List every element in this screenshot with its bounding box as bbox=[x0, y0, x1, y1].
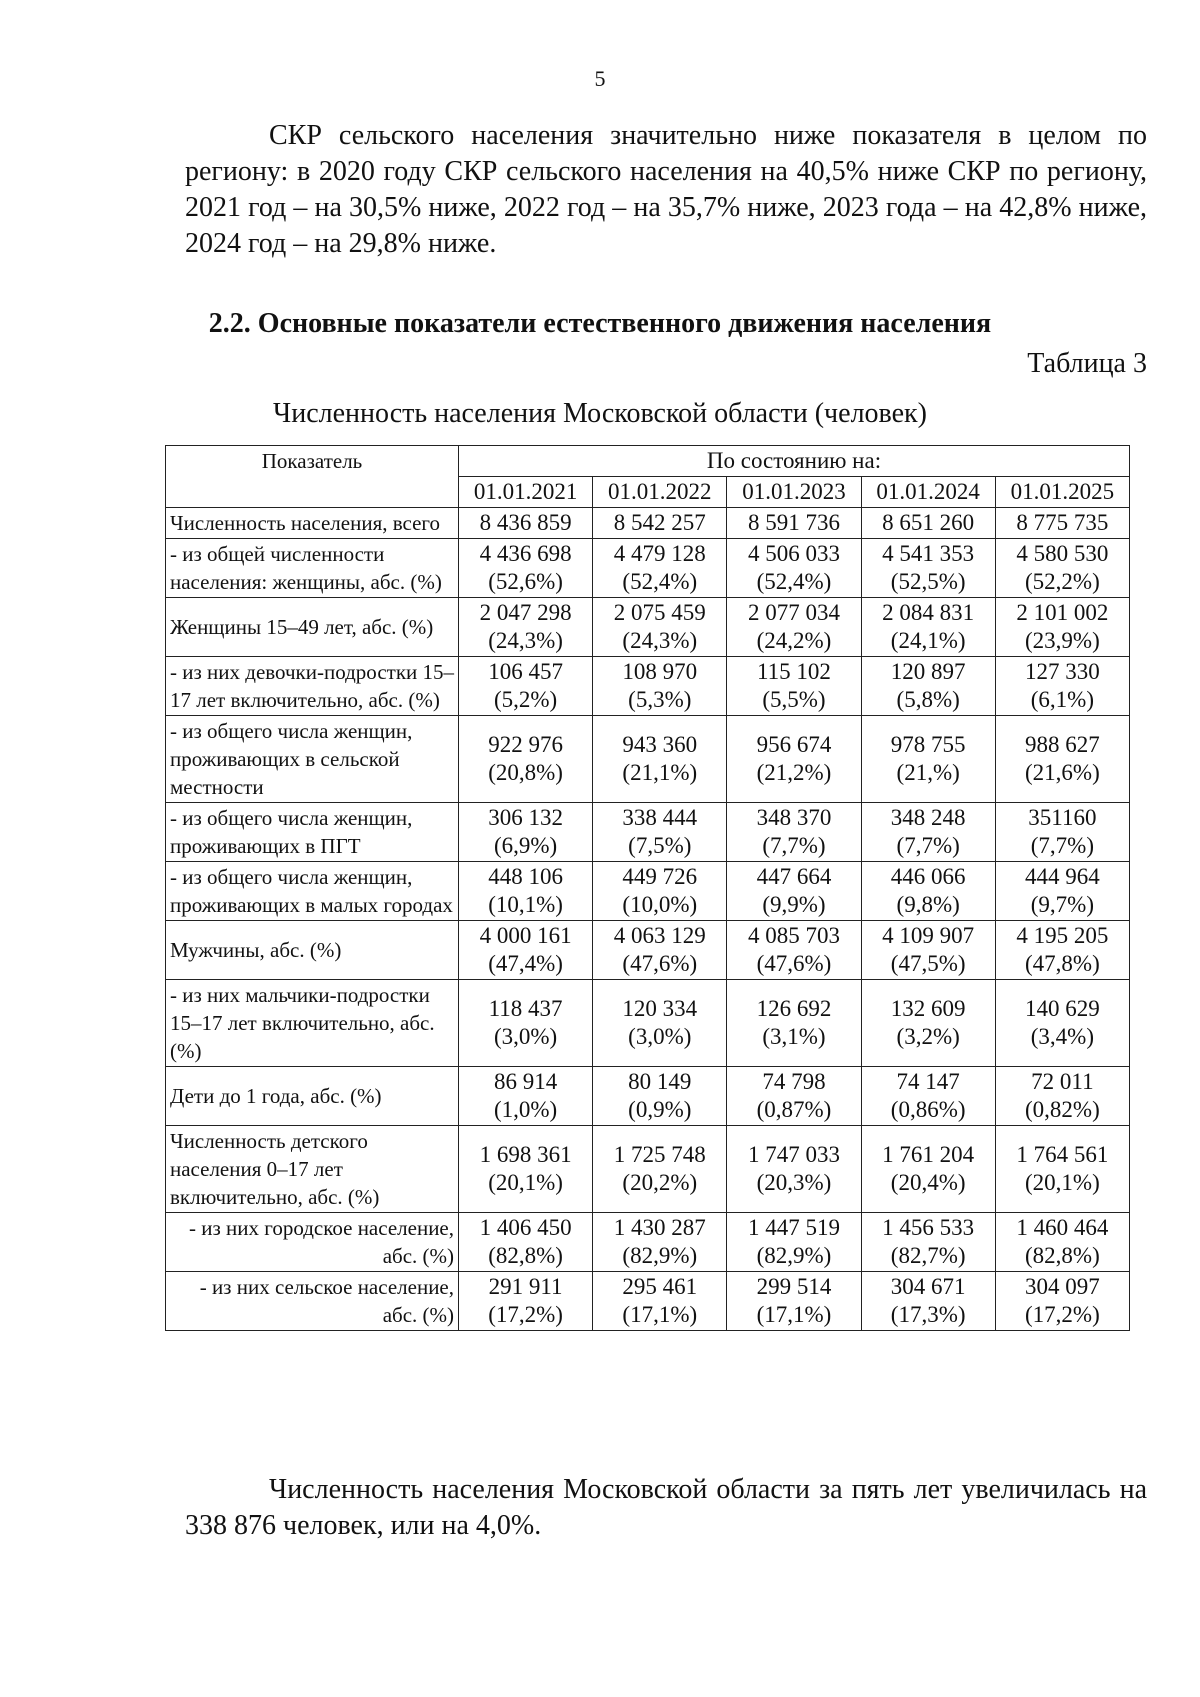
cell-value: 2 075 459 (24,3%) bbox=[593, 598, 727, 657]
cell-value: 295 461 (17,1%) bbox=[593, 1272, 727, 1331]
table-row bbox=[166, 803, 1130, 862]
table-row bbox=[166, 657, 1130, 716]
cell-value: 956 674 (21,2%) bbox=[727, 716, 861, 803]
cell-value: 127 330 (6,1%) bbox=[995, 657, 1129, 716]
table-row bbox=[166, 980, 1130, 1067]
table-caption: Численность населения Московской области (человек) bbox=[273, 398, 927, 429]
cell-value: 338 444 (7,5%) bbox=[593, 803, 727, 862]
cell-value: 988 627 (21,6%) bbox=[995, 716, 1129, 803]
cell-value: 8 775 735 bbox=[995, 508, 1129, 539]
population-table bbox=[165, 445, 1130, 1331]
cell-value: 115 102 (5,5%) bbox=[727, 657, 861, 716]
table-row bbox=[166, 862, 1130, 921]
cell-value: 80 149 (0,9%) bbox=[593, 1067, 727, 1126]
header-date: 01.01.2021 bbox=[459, 477, 593, 508]
cell-value: 444 964 (9,7%) bbox=[995, 862, 1129, 921]
cell-value: 2 047 298 (24,3%) bbox=[459, 598, 593, 657]
cell-value: 8 651 260 bbox=[861, 508, 995, 539]
cell-value: 4 085 703 (47,6%) bbox=[727, 921, 861, 980]
row-label: Численность населения, всего bbox=[166, 508, 459, 539]
cell-value: 943 360 (21,1%) bbox=[593, 716, 727, 803]
table-row bbox=[166, 716, 1130, 803]
table-row bbox=[166, 1067, 1130, 1126]
table-row bbox=[166, 508, 1130, 539]
cell-value: 446 066 (9,8%) bbox=[861, 862, 995, 921]
cell-value: 126 692 (3,1%) bbox=[727, 980, 861, 1067]
cell-value: 132 609 (3,2%) bbox=[861, 980, 995, 1067]
row-label: - из общего числа женщин, проживающих в сельской местности bbox=[166, 716, 459, 803]
cell-value: 978 755 (21,%) bbox=[861, 716, 995, 803]
header-state: По состоянию на: bbox=[459, 446, 1130, 477]
cell-value: 2 084 831 (24,1%) bbox=[861, 598, 995, 657]
row-label: - из общего числа женщин, проживающих в ПГТ bbox=[166, 803, 459, 862]
header-indicator: Показатель bbox=[166, 446, 459, 508]
table-number: Таблица 3 bbox=[1027, 348, 1147, 379]
cell-value: 306 132 (6,9%) bbox=[459, 803, 593, 862]
row-label: - из них мальчики-подростки 15–17 лет включительно, абс. (%) bbox=[166, 980, 459, 1067]
row-label: Численность детского населения 0–17 лет включительно, абс. (%) bbox=[166, 1126, 459, 1213]
header-date: 01.01.2025 bbox=[995, 477, 1129, 508]
cell-value: 118 437 (3,0%) bbox=[459, 980, 593, 1067]
cell-value: 1 725 748 (20,2%) bbox=[593, 1126, 727, 1213]
page-number: 5 bbox=[594, 66, 606, 91]
cell-value: 304 097 (17,2%) bbox=[995, 1272, 1129, 1331]
cell-value: 299 514 (17,1%) bbox=[727, 1272, 861, 1331]
row-label: Мужчины, абс. (%) bbox=[166, 921, 459, 980]
cell-value: 1 761 204 (20,4%) bbox=[861, 1126, 995, 1213]
table-row bbox=[166, 598, 1130, 657]
cell-value: 4 436 698 (52,6%) bbox=[459, 539, 593, 598]
table-row bbox=[166, 1213, 1130, 1272]
cell-value: 2 077 034 (24,2%) bbox=[727, 598, 861, 657]
cell-value: 1 406 450 (82,8%) bbox=[459, 1213, 593, 1272]
header-date: 01.01.2023 bbox=[727, 477, 861, 508]
table-row bbox=[166, 1272, 1130, 1331]
row-label: - из общего числа женщин, проживающих в малых городах bbox=[166, 862, 459, 921]
header-date: 01.01.2024 bbox=[861, 477, 995, 508]
cell-value: 1 698 361 (20,1%) bbox=[459, 1126, 593, 1213]
cell-value: 8 542 257 bbox=[593, 508, 727, 539]
cell-value: 74 798 (0,87%) bbox=[727, 1067, 861, 1126]
cell-value: 291 911 (17,2%) bbox=[459, 1272, 593, 1331]
cell-value: 4 506 033 (52,4%) bbox=[727, 539, 861, 598]
cell-value: 348 248 (7,7%) bbox=[861, 803, 995, 862]
intro-paragraph: СКР сельского населения значительно ниже показателя в целом по региону: в 2020 году СКР сельского населения на 40,5% ниже СКР по региону, 2021 год – на 30,5% ниже, 2022 год – на 35,7% ниже, 2023 года – на 42,8% ниже, 2024 год – на 29,8% ниже. bbox=[185, 120, 1147, 259]
cell-value: 4 580 530 (52,2%) bbox=[995, 539, 1129, 598]
cell-value: 4 479 128 (52,4%) bbox=[593, 539, 727, 598]
cell-value: 449 726 (10,0%) bbox=[593, 862, 727, 921]
closing-paragraph: Численность населения Московской области за пять лет увеличилась на 338 876 человек, или на 4,0%. bbox=[185, 1474, 1147, 1541]
cell-value: 140 629 (3,4%) bbox=[995, 980, 1129, 1067]
cell-value: 4 541 353 (52,5%) bbox=[861, 539, 995, 598]
cell-value: 8 436 859 bbox=[459, 508, 593, 539]
table-row bbox=[166, 921, 1130, 980]
cell-value: 1 747 033 (20,3%) bbox=[727, 1126, 861, 1213]
cell-value: 1 430 287 (82,9%) bbox=[593, 1213, 727, 1272]
row-label: Женщины 15–49 лет, абс. (%) bbox=[166, 598, 459, 657]
cell-value: 108 970 (5,3%) bbox=[593, 657, 727, 716]
header-date: 01.01.2022 bbox=[593, 477, 727, 508]
cell-value: 4 195 205 (47,8%) bbox=[995, 921, 1129, 980]
table-row bbox=[166, 1126, 1130, 1213]
cell-value: 4 000 161 (47,4%) bbox=[459, 921, 593, 980]
cell-value: 120 334 (3,0%) bbox=[593, 980, 727, 1067]
cell-value: 8 591 736 bbox=[727, 508, 861, 539]
cell-value: 922 976 (20,8%) bbox=[459, 716, 593, 803]
cell-value: 4 063 129 (47,6%) bbox=[593, 921, 727, 980]
cell-value: 86 914 (1,0%) bbox=[459, 1067, 593, 1126]
cell-value: 304 671 (17,3%) bbox=[861, 1272, 995, 1331]
cell-value: 72 011 (0,82%) bbox=[995, 1067, 1129, 1126]
row-label: - из общей численности населения: женщины, абс. (%) bbox=[166, 539, 459, 598]
cell-value: 106 457 (5,2%) bbox=[459, 657, 593, 716]
cell-value: 448 106 (10,1%) bbox=[459, 862, 593, 921]
cell-value: 447 664 (9,9%) bbox=[727, 862, 861, 921]
cell-value: 2 101 002 (23,9%) bbox=[995, 598, 1129, 657]
row-label: - из них городское население, абс. (%) bbox=[166, 1213, 459, 1272]
cell-value: 1 764 561 (20,1%) bbox=[995, 1126, 1129, 1213]
cell-value: 1 460 464 (82,8%) bbox=[995, 1213, 1129, 1272]
cell-value: 351160 (7,7%) bbox=[995, 803, 1129, 862]
cell-value: 4 109 907 (47,5%) bbox=[861, 921, 995, 980]
cell-value: 1 456 533 (82,7%) bbox=[861, 1213, 995, 1272]
row-label: - из них девочки-подростки 15–17 лет включительно, абс. (%) bbox=[166, 657, 459, 716]
cell-value: 348 370 (7,7%) bbox=[727, 803, 861, 862]
cell-value: 120 897 (5,8%) bbox=[861, 657, 995, 716]
row-label: - из них сельское население, абс. (%) bbox=[166, 1272, 459, 1331]
row-label: Дети до 1 года, абс. (%) bbox=[166, 1067, 459, 1126]
cell-value: 74 147 (0,86%) bbox=[861, 1067, 995, 1126]
section-heading: 2.2. Основные показатели естественного движения населения bbox=[208, 308, 992, 339]
cell-value: 1 447 519 (82,9%) bbox=[727, 1213, 861, 1272]
table-row bbox=[166, 539, 1130, 598]
